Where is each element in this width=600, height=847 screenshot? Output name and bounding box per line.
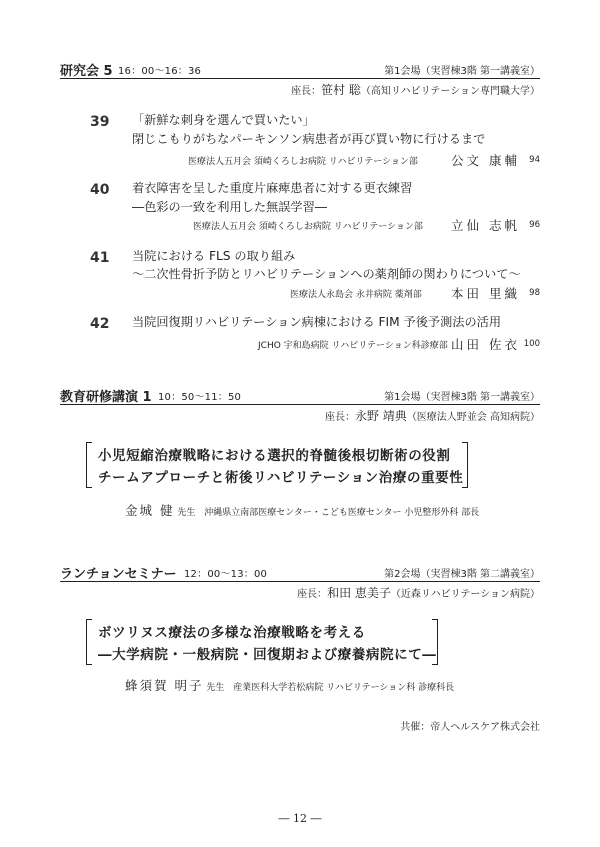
lecture-title-line1: 小児短縮治療戦略における選択的脊髄後根切断術の役割 (98, 448, 451, 464)
presentation-affiliation: JCHO 宇和島病院 リハビリテーション科診療部 (258, 341, 448, 351)
chair-prefix: 座長： (291, 86, 322, 97)
seminar-title-line2: ―大学病院・一般病院・回復期および療養病院にて― (98, 647, 437, 663)
presentation-affiliation: 医療法人永島会 永井病院 薬剤部 (290, 290, 422, 300)
presentation-title-line2: 閉じこもりがちなパーキンソン病患者が再び買い物に行けるまで (132, 132, 486, 146)
presentation-affiliation: 医療法人五月会 須崎くろしお病院 リハビリテーション部 (193, 222, 423, 232)
presenter-name: 公文 康輔 (451, 153, 520, 168)
section-header-kenkyu (60, 60, 540, 80)
page-number: ― 12 ― (278, 812, 322, 825)
presentation-number: 41 (90, 250, 110, 266)
bracket-right (462, 442, 468, 488)
section-venue: 第2会場（実習棟3階 第二講義室） (384, 569, 540, 580)
section-rule (60, 78, 540, 79)
presentation-title-line1: 着衣障害を呈した重度片麻痺患者に対する更衣練習 (132, 181, 413, 195)
presentation-title-line2: 〜二次性骨折予防とリハビリテーションへの薬剤師の関わりについて〜 (132, 267, 521, 281)
lecture-speaker (125, 501, 479, 519)
bracket-left (86, 442, 92, 488)
chair-prefix: 座長： (297, 589, 328, 600)
chair-line (325, 407, 540, 424)
speaker-affiliation: 産業医科大学若松病院 リハビリテーション科 診療科長 (233, 683, 455, 693)
chair-name: 笹村 聡 (321, 83, 361, 97)
lecture-title-box (86, 440, 468, 490)
section-header-luncheon (60, 563, 540, 583)
section-rule (60, 581, 540, 582)
chair-line (291, 81, 540, 98)
seminar-title-box (86, 617, 438, 667)
speaker-name: 金城 健 (125, 503, 175, 518)
chair-affiliation: （高知リハビリテーション専門職大学） (360, 86, 540, 97)
speaker-honorific: 先生 (206, 683, 225, 693)
presentation-number: 42 (90, 316, 110, 332)
section-venue: 第1会場（実習棟3階 第一講義室） (384, 392, 540, 403)
presentation-title-line1: 当院における FLS の取り組み (132, 249, 296, 263)
speaker-name: 蜂須賀 明子 (125, 678, 204, 693)
section-time: 16：00〜16：36 (118, 66, 202, 77)
presentation-affiliation: 医療法人五月会 須崎くろしお病院 リハビリテーション部 (188, 157, 418, 167)
section-title: 研究会 5 (60, 64, 113, 79)
presentation-number: 39 (90, 114, 110, 130)
presenter-name: 本田 里織 (451, 286, 520, 301)
section-title: ランチョンセミナー (60, 567, 177, 582)
page-reference: 94 (529, 155, 540, 165)
chair-name: 和田 恵美子 (327, 586, 391, 600)
chair-name: 永野 靖典 (354, 409, 407, 423)
chair-prefix: 座長： (324, 412, 355, 423)
page-reference: 100 (523, 339, 540, 349)
presenter-name: 立仙 志帆 (451, 218, 520, 233)
presentation-number: 40 (90, 182, 110, 198)
section-time: 12：00〜13：00 (184, 569, 268, 580)
page-reference: 98 (529, 288, 540, 298)
chair-line (297, 584, 540, 601)
section-header-kyoiku (60, 386, 540, 406)
seminar-speaker (125, 676, 454, 694)
bracket-right (432, 619, 438, 665)
seminar-title-line1: ボツリヌス療法の多様な治療戦略を考える (98, 625, 366, 641)
speaker-affiliation: 沖縄県立南部医療センター・こども医療センター 小児整形外科 部長 (204, 508, 480, 518)
chair-affiliation: （医療法人野並会 高知病院） (406, 412, 540, 423)
sponsor-text: 共催：帝人ヘルスケア株式会社 (400, 722, 540, 733)
page-reference: 96 (529, 220, 540, 230)
lecture-title-line2: チームアプローチと術後リハビリテーション治療の重要性 (98, 470, 464, 486)
section-rule (60, 404, 540, 405)
presentation-title-line1: 「新鮮な刺身を選んで買いたい」 (132, 113, 315, 127)
speaker-honorific: 先生 (177, 508, 196, 518)
presentation-title-line2: ―色彩の一致を利用した無誤学習― (132, 200, 327, 214)
chair-affiliation: （近森リハビリテーション病院） (390, 589, 540, 600)
presentation-title-line1: 当院回復期リハビリテーション病棟における FIM 予後予測法の活用 (132, 315, 502, 329)
section-title: 教育研修講演 1 (60, 390, 152, 405)
bracket-left (86, 619, 92, 665)
section-venue: 第1会場（実習棟3階 第一講義室） (384, 66, 540, 77)
presenter-name: 山田 佐衣 (451, 337, 520, 352)
section-time: 10：50〜11：50 (158, 392, 242, 403)
